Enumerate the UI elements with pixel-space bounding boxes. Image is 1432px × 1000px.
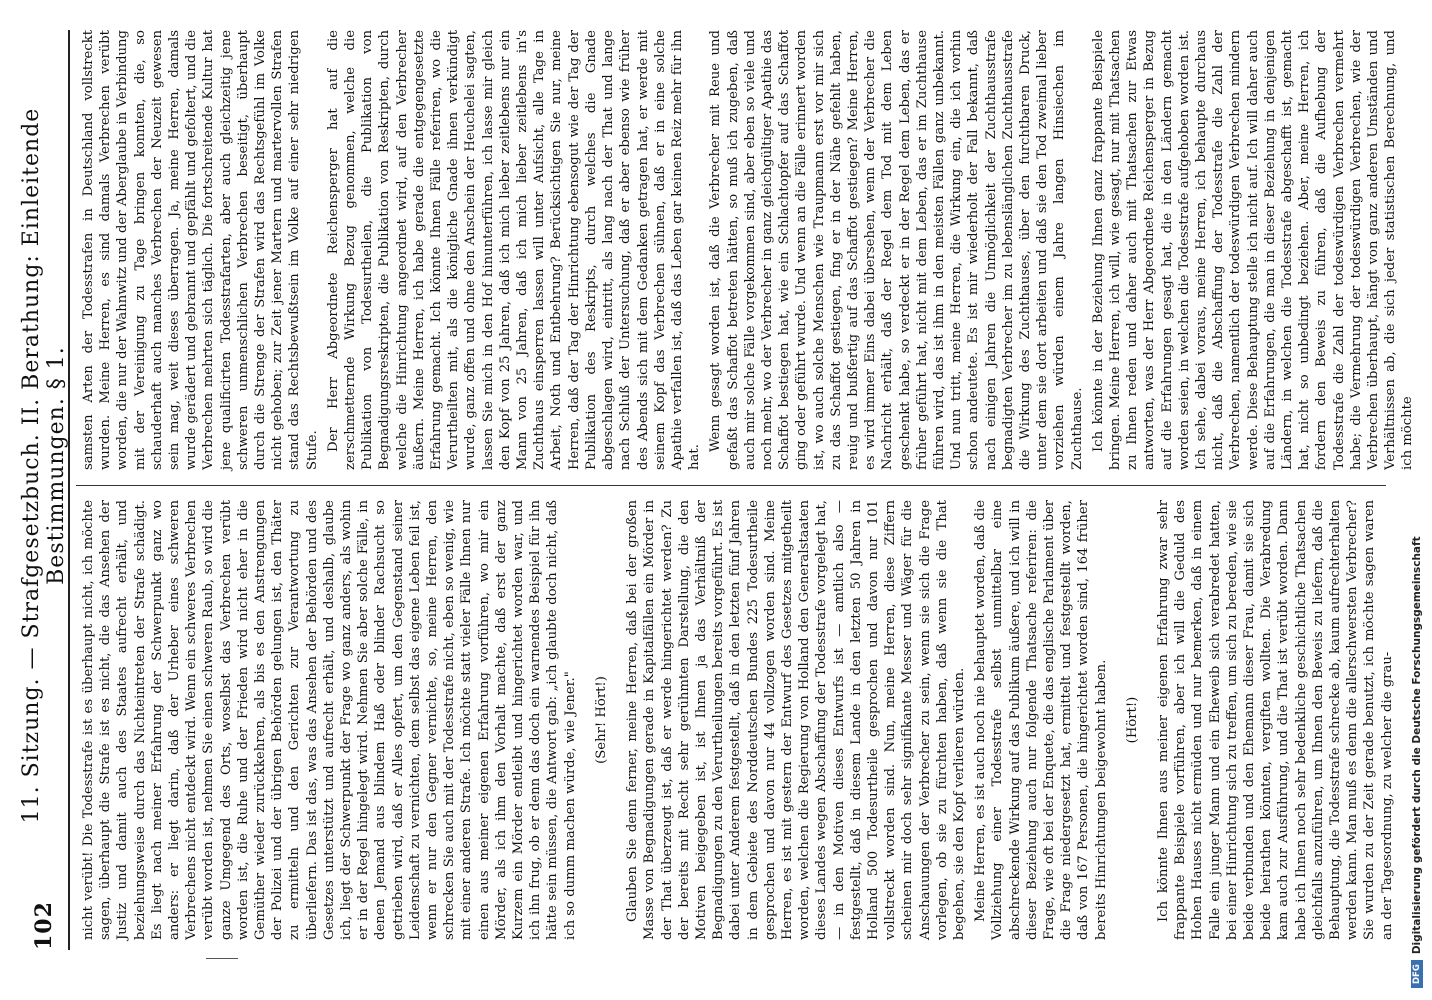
right-paragraph-3: Wenn gesagt worden ist, daß die Verbrecher mit Reue und gefaßt das Schaffot betreten hätten, so muß ich zugeben, daß auch mir solche Fälle vorgekommen sind, aber eben so viele und noch mehr, wo der Verbrecher in ganz gleichgültiger Apathie das Schaffot bestiegen hat, wie ein Schlachtopfer auf das Schaffot ging oder geführt wurde. Und wenn an die Fälle erinnert worden ist, wo auch solche Menschen wie Traupmann erst vor mir sich zu das Schaffot gestiegen, fing er in der Nähe gefehlt haben, reuig und bußfertig auf das Schaffot gestiegen? Meine Herren, es wird immer Eins dabei übersehen, wenn der Verbrecher die Nachricht erhält, daß der Regel dem Tod mit dem Leben geschenkt habe, so verdeckt er in der Regel dem Leben, das er früher geführt hat, nicht mit dem Leben, das er im Zuchthause führen wird, das ist ihm in den meisten Fällen ganz unbekannt. Und nun tritt, meine Herren, die Wirkung ein, die ich vorhin schon andeutete. Es ist mir wiederholt der Fall bekannt, daß nach einigen Jahren die Unmöglichkeit der Zuchthausstrafe begnadigten Verbrecher im zu lebenslänglichen Zuchthausstrafe die Wirkung des Zuchthauses, über den furchtbaren Druck, unter dem sie dort arbeiten und daß sie den Tod zweimal lieber vorziehen würden einem Jahre langen Hinsiechen im Zuchthause. xyxy=(708,30,1085,470)
right-column xyxy=(80,30,1416,470)
right-paragraph-1: samsten Arten der Todesstrafen in Deutschland vollstreckt wurden. Meine Herren, es sind damals Verbrechen verübt worden, die nur der Wahnwitz und der Aberglaube in Verbindung mit der Vereinigung zu Tage bringen konnten, die, so schauderhaft auch manches Verbrechen der Neuzeit gewesen sein mag, weit dieses überragen. Ja, meine Herren, damals wurde gerädert und gebrannt und gepfählt und gefoltert, und die Verbrechen mehrten sich täglich. Die fortschreitende Kultur hat jene qualificirten Todesstrafarten, aber auch gleichzeitig jene schweren unmenschlichen Verbrechen beseitigt, überhaupt durch die Strenge der Strafen wird das Rechtsgefühl im Volke nicht gehoben; zur Zeit jener Martern und martervollen Strafen stand das Rechtsbewußtsein im Volke auf einer sehr niedrigen Stufe. xyxy=(81,30,320,470)
left-paragraph-1: nicht verübt! Die Todesstrafe ist es überhaupt nicht, ich möchte sagen, überhaupt die Strafe ist es nicht, die das Ansehen der Justiz und damit auch des Staates aufrecht erhält, und beziehungsweise durch das Nichteintreten der Strafe schädigt. Es liegt nach meiner Erfahrung der Schwerpunkt ganz wo anders: er liegt darin, daß der Urheber eines schweren Verbrechens nicht entdeckt wird. Wenn ein schweres Verbrechen verübt worden ist, nehmen Sie einen schweren Raub, so wird die ganze Umgegend des Orts, woselbst das Verbrechen verübt worden ist, die Ruhe und der Frieden wird nicht eher in die Gemüther wieder zurückkehren, als bis es den Anstrengungen der Polizei und der übrigen Behörden gelungen ist, den Thäter zu ermitteln und den Gerichten zur Verantwortung zu überliefern. Das ist das, was das Ansehen der Behörden und des Gesetzes unterstützt und aufrecht erhält, und deshalb, glaube ich, liegt der Schwerpunkt der Frage wo ganz anders, als wohin er in der Regel hingelegt wird. Nehmen Sie aber solche Fälle, in denen Jemand aus blindem Haß oder blinder Rachsucht so getrieben wird, daß er Alles opfert, um den Gegenstand seiner Leidenschaft zu vernichten, dem selbst das eigene Leben feil ist, wenn er nur den Gegner vernichte, so, meine Herren, den schrecken Sie auch mit der Todesstrafe nicht, eben so wenig, wie mit einer anderen Strafe. Ich möchte statt vieler Fälle Ihnen nur einen aus meiner eigenen Erfahrung vorführen, wo mir ein Mörder, als ich ihm den Vorhalt machte, daß erst der ganz Kurzem ein Mörder entleibt und hingerichtet worden war, und ich ihn frug, ob er denn das doch ein warnendes Beispiel für ihn hätte sein müssen, die Antwort gab: „ich glaubte doch nicht, daß ich so dumm machen würde, wie Jener." xyxy=(81,500,578,940)
dfg-logo: DFG xyxy=(1411,960,1423,988)
running-title: 11. Sitzung. — Strafgesetzbuch. II. Berathung: Einleitende Bestimmungen. § 1. xyxy=(19,107,69,824)
right-paragraph-4: Ich könnte in der Beziehung Ihnen ganz frappante Beispiele bringen. Meine Herren, ich will, wie gesagt, nur mit Thatsachen zu Ihnen reden und daher auch mit Thatsachen zur Etwas antworten, was der Herr Abgeordnete Reichensperger in Bezug auf die Erfahrungen gesagt hat, die in den Ländern gemacht worden seien, in welchen die Todesstrafe aufgehoben worden ist. Ich sehe, dabei voraus, meine Herren, ich behaupte durchaus nicht, daß die Abschaffung der Todesstrafe die Zahl der Verbrechen, namentlich der todeswürdigen Verbrechen mindern werde. Diese Behauptung stelle ich nicht auf. Ich will daher auch auf die Erfahrungen, die man in dieser Beziehung in denjenigen Ländern, in welchen die Todesstrafe abgeschafft ist, gemacht hat, nicht so unbedingt beziehen. Aber, meine Herren, ich fordern den Beweis zu führen, daß die Aufhebung der Todesstrafe die Zahl der todeswürdigen Verbrechen vermehrt habe; die Vermehrung der todeswürdigen Verbrechen, wie der Verbrechen überhaupt, hängt von ganz anderen Umständen und Verhältnissen ab, die sich jeder statistischen Berechnung, und ich möchte xyxy=(1090,30,1416,470)
credit-text: Digitalisierung gefördert durch die Deutsche Forschungsgemeinschaft xyxy=(1411,536,1423,955)
page-content xyxy=(16,20,1416,980)
rotated-page xyxy=(16,20,1416,980)
page-number: 102 xyxy=(31,901,57,950)
page-header xyxy=(19,30,69,950)
left-paragraph-4: Ich könnte Ihnen aus meiner eigenen Erfahrung zwar sehr frappante Beispiele vorführen, aber ich will die Geduld des Hohen Hauses nicht ermüden und nur bemerken, daß in einem Falle ein junger Mann und ein Eheweib sich verabredet hatten, bei einer Hinrichtung sich zu treffen, um sich zu bereden, wie sie beide verbunden und den Ehemann dieser Frau, damit sie sich beide heirathen könnten, vergiften wollten. Die Verabredung kam auch zur Ausführung, und die That ist verübt worden. Dann habe ich Ihnen noch sehr bedenkliche geschichtliche Thatsachen gleichfalls anzuführen, um Ihnen den Beweis zu liefern, daß die Behauptung, die Todesstrafe schrecke ab, kaum aufrechterhalten werden kann. Man muß es denn die allerschwersten Verbrecher? Sie wurden zu der Zeit gerade benutzt, ich möchte sagen waren an der Tagesordnung, zu welcher die grau- xyxy=(1155,500,1395,940)
header-rule xyxy=(68,30,70,950)
left-paragraph-3: Meine Herren, es ist auch noch nie behauptet worden, daß die Vollziehung einer Todesstrafe selbst unmittelbar eine abschreckende Wirkung auf das Publikum äußere, und ich will in dieser Beziehung auch nur folgende Thatsache referiren: die Frage, wie oft bei der Enquete, die das englische Parlament über die Frage niedergesetzt hat, ermittelt und festgestellt worden, daß von 167 Personen, die hingerichtet worden sind, 164 früher bereits Hinrichtungen beigewohnt haben. xyxy=(973,500,1109,940)
column-divider xyxy=(76,485,1386,486)
scan-mark xyxy=(206,958,238,959)
left-paragraph-2: Glauben Sie denn ferner, meine Herren, daß bei der großen Masse von Begnadigungen gerade in Kapitalfällen ein Mörder in der That überzeugt ist, daß er werde hingerichtet werden? Zu der bereits mit Recht sehr gerühmten Darstellung, die den Motiven beigegeben ist, ist Ihnen ja das Verhältniß der Begnadigungen zu den Verurtheilungen bereits vorgeführt. Es ist dabei unter Anderem festgestellt, daß in den letzten fünf Jahren in dem Gebiete des Norddeutschen Bundes 225 Todesurtheile gesprochen und davon nur 44 vollzogen worden sind. Meine Herren, es ist mit gestern der Entwurf des Gesetzes mitgetheilt worden, welchen die Regierung von Holland den Generalstaaten dieses Landes wegen Abschaffung der Todesstrafe vorgelegt hat, — in den Motiven dieses Entwurfs ist — amtlich also — festgestellt, daß in diesem Lande in den letzten 50 Jahren in Holland 500 Todesurtheile gesprochen und davon nur 101 vollstreckt worden sind. Nun, meine Herren, diese Ziffern scheinen mir doch sehr signifikante Messer und Wäger für die Anschauungen der Verbrecher zu sein, wenn sie sich die Frage vorlegen, ob sie zu fürchten haben, daß wenn sie die That begehen, sie den Kopf verlieren würden. xyxy=(625,500,967,940)
right-paragraph-2: Der Herr Abgeordnete Reichensperger hat auf die zerschmetternde Wirkung Bezug genommen, welche die Publikation von Todesurtheilen, die Publikation von Begnadigungsreskripten, die Publikation von Reskripten, durch welche die Hinrichtung angeordnet wird, auf den Verbrecher äußern. Meine Herren, ich habe gerade die entgegengesetzte Erfahrung gemacht. Ich könnte Ihnen Fälle referiren, wo die Verurtheilten mit, als die königliche Gnade ihnen verkündigt wurde, ganz offen und ohne den Anschein der Heuchelei sagten, lassen Sie mich in den Hof hinunterführen, ich lasse mir gleich den Kopf von 25 Jahren, daß ich mich lieber zeitlebens nur ein Mann von 25 Jahren, daß ich mich lieber zeitlebens in's Zuchthaus einsperren lassen will unter Aufsicht, alle Tage in Arbeit, Noth und Entbehrung? Berücksichtigen Sie nur, meine Herren, daß der Tag der Hinrichtung ebensogut wie der Tag der Publikation des Reskripts, durch welches die Gnade abgeschlagen wird, eintritt, als lang nach der That und lange nach Schluß der Untersuchung, daß er aber ebenso wie früher des Abends sich mit dem Gedanken getragen hat, er werde mit seinem Kopf das Verbrechen sühnen, daß er in eine solche Apathie verfallen ist, daß das Leben gar keinen Reiz mehr für ihn hat. xyxy=(325,30,703,470)
left-column xyxy=(80,500,1395,940)
applause-note-2: (Hört!) xyxy=(1124,696,1140,744)
digitization-credit xyxy=(1406,8,1428,988)
applause-note-1: (Sehr! Hört!) xyxy=(593,676,609,764)
